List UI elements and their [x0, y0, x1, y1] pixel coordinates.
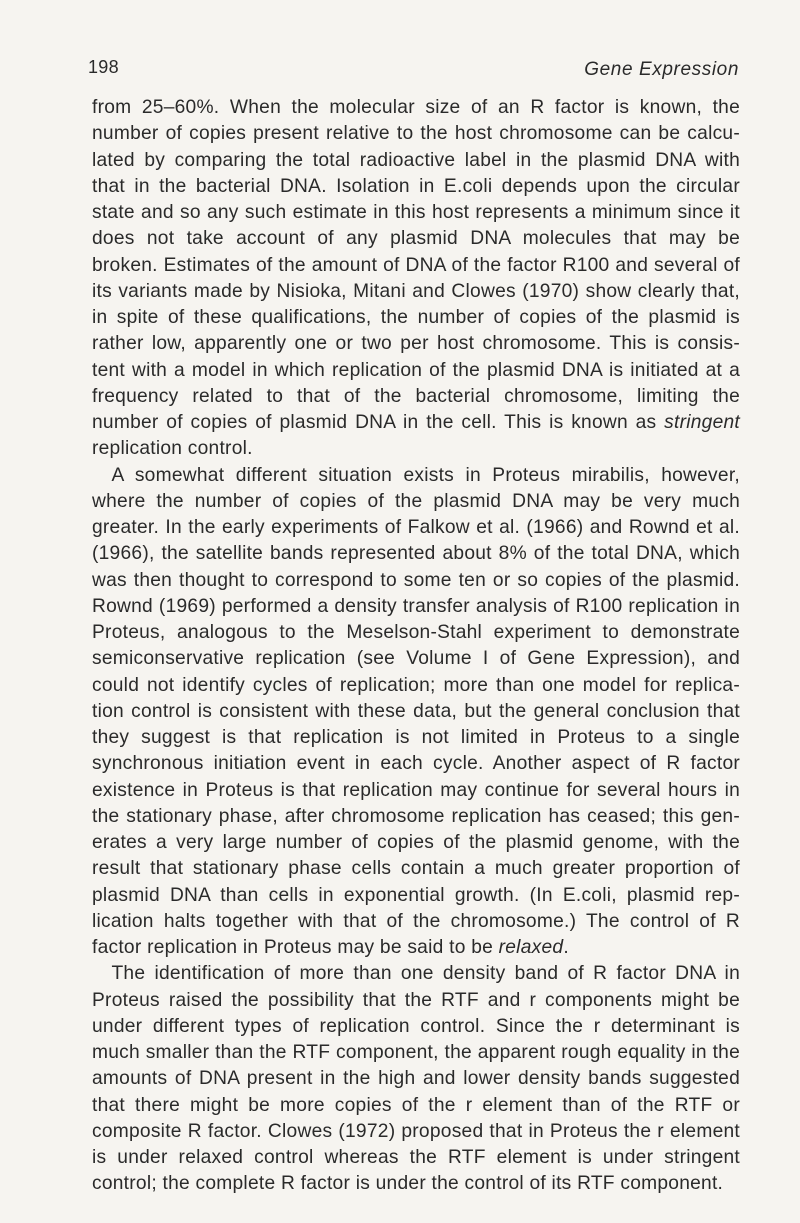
text-line: [92, 541, 740, 567]
text-line: [92, 673, 740, 699]
paragraph: [92, 463, 740, 962]
text-line: [92, 358, 740, 384]
text-line: [92, 489, 740, 515]
line-text: replication control.: [92, 438, 253, 460]
text-line: [92, 568, 740, 594]
line-text: in spite of these qualifications, the number of copies of the plasmid is: [92, 307, 740, 328]
text-line: [92, 305, 740, 331]
text-line: [92, 436, 740, 462]
text-line: [92, 174, 740, 200]
line-text: that there might be more copies of the r element than of the RTF or: [92, 1094, 740, 1116]
text-line: [92, 515, 740, 541]
line-text: greater. In the early experiments of Falkow et al. (1966) and Rownd et al.: [92, 517, 740, 538]
text-line: [92, 620, 740, 646]
line-text: broken. Estimates of the amount of DNA of the factor R100 and several of: [92, 254, 740, 276]
line-text: tent with a model in which replication of the plasmid DNA is initiated at a: [92, 359, 740, 381]
line-text: tion control is consistent with these data, but the general conclusion that: [92, 700, 740, 722]
text-line: [92, 1145, 740, 1171]
body-text: [92, 95, 740, 1198]
line-text: under different types of replication control. Since the r determinant is: [92, 1015, 740, 1037]
text-line: [92, 699, 740, 725]
line-text: they suggest is that replication is not limited in Proteus to a single: [92, 727, 740, 748]
text-line: [92, 935, 740, 961]
text-line: [92, 463, 740, 489]
text-line: [92, 1040, 740, 1066]
text-line: [92, 253, 740, 279]
text-line: [92, 778, 740, 804]
line-text: control; the complete R factor is under the control of its RTF component.: [92, 1173, 724, 1195]
line-text: erates a very large number of copies of the plasmid genome, with the: [92, 832, 740, 853]
line-text: frequency related to that of the bacterial chromosome, limiting the: [92, 385, 740, 407]
text-line: [92, 1066, 740, 1092]
line-text: (1966), the satellite bands represented about 8% of the total DNA, which: [92, 543, 740, 565]
text-line: [92, 883, 740, 909]
text-line: [92, 331, 740, 357]
line-text: plasmid DNA than cells in exponential growth. (In E.coli, plasmid rep-: [92, 884, 740, 906]
line-text: does not take account of any plasmid DNA molecules that may be: [92, 228, 740, 250]
line-text: Proteus raised the possibility that the RTF and r components might be: [92, 989, 740, 1011]
line-text: Rownd (1969) performed a density transfer analysis of R100 replication in: [92, 595, 740, 617]
text-line: [92, 279, 740, 305]
line-text: existence in Proteus is that replication may continue for several hours in: [92, 779, 740, 801]
text-line: [92, 1093, 740, 1119]
text-line: [92, 988, 740, 1014]
text-line: [92, 200, 740, 226]
line-text: result that stationary phase cells contain a much greater proportion of: [92, 858, 740, 880]
text-line: [92, 1171, 740, 1197]
line-text: could not identify cycles of replication; more than one model for replica-: [92, 674, 740, 696]
running-title: Gene Expression: [584, 59, 739, 80]
line-text: number of copies present relative to the host chromosome can be calcu-: [92, 123, 740, 145]
line-text: Proteus, analogous to the Meselson-Stahl experiment to demonstrate: [92, 622, 740, 643]
line-text: number of copies of plasmid DNA in the cell. This is known as: [92, 412, 665, 433]
text-line: [92, 121, 740, 147]
text-line: [92, 384, 740, 410]
line-text: The identification of more than one density band of R factor DNA in: [92, 963, 740, 985]
text-line: [92, 594, 740, 620]
text-line: [92, 909, 740, 935]
text-line: [92, 410, 740, 436]
line-text: the stationary phase, after chromosome replication has ceased; this gen-: [92, 805, 740, 827]
line-text: factor replication in Proteus may be said to be: [92, 937, 499, 958]
line-text: semiconservative replication (see Volume I of Gene Expression), and: [92, 648, 740, 670]
line-text: where the number of copies of the plasmid DNA may be very much: [92, 490, 740, 512]
text-line: [92, 1014, 740, 1040]
paragraph: [92, 961, 740, 1197]
text-line: [92, 725, 740, 751]
text-line: [92, 751, 740, 777]
text-line: [92, 830, 740, 856]
line-text: was then thought to correspond to some ten or so copies of the plasmid.: [92, 569, 740, 591]
line-text: state and so any such estimate in this host represents a minimum since it: [92, 202, 740, 223]
line-text: from 25–60%. When the molecular size of an R factor is known, the: [92, 97, 740, 118]
text-line: [92, 961, 740, 987]
text-line: [92, 148, 740, 174]
italic-term: relaxed: [498, 937, 564, 958]
text-line: [92, 856, 740, 882]
line-text: A somewhat different situation exists in Proteus mirabilis, however,: [92, 464, 740, 486]
line-text: synchronous initiation event in each cycle. Another aspect of R factor: [92, 753, 740, 775]
line-text: composite R factor. Clowes (1972) proposed that in Proteus the r element: [92, 1120, 740, 1142]
text-line: [92, 95, 740, 121]
line-text: lication halts together with that of the chromosome.) The control of R: [92, 910, 740, 932]
italic-term: stringent: [664, 412, 740, 433]
line-text: rather low, apparently one or two per host chromosome. This is consis-: [92, 333, 740, 355]
text-line: [92, 1119, 740, 1145]
paragraph: [92, 95, 740, 463]
line-text: much smaller than the RTF component, the apparent rough equality in the: [92, 1042, 740, 1063]
text-line: [92, 646, 740, 672]
line-text: amounts of DNA present in the high and lower density bands suggested: [92, 1068, 740, 1090]
text-line: [92, 804, 740, 830]
line-text: its variants made by Nisioka, Mitani and Clowes (1970) show clearly that,: [92, 280, 740, 302]
line-text-after: .: [563, 937, 569, 958]
text-line: [92, 226, 740, 252]
line-text: is under relaxed control whereas the RTF element is under stringent: [92, 1147, 740, 1168]
page-number: 198: [88, 57, 119, 77]
line-text: that in the bacterial DNA. Isolation in E.coli depends upon the circular: [92, 175, 740, 197]
line-text: lated by comparing the total radioactive label in the plasmid DNA with: [92, 149, 740, 171]
